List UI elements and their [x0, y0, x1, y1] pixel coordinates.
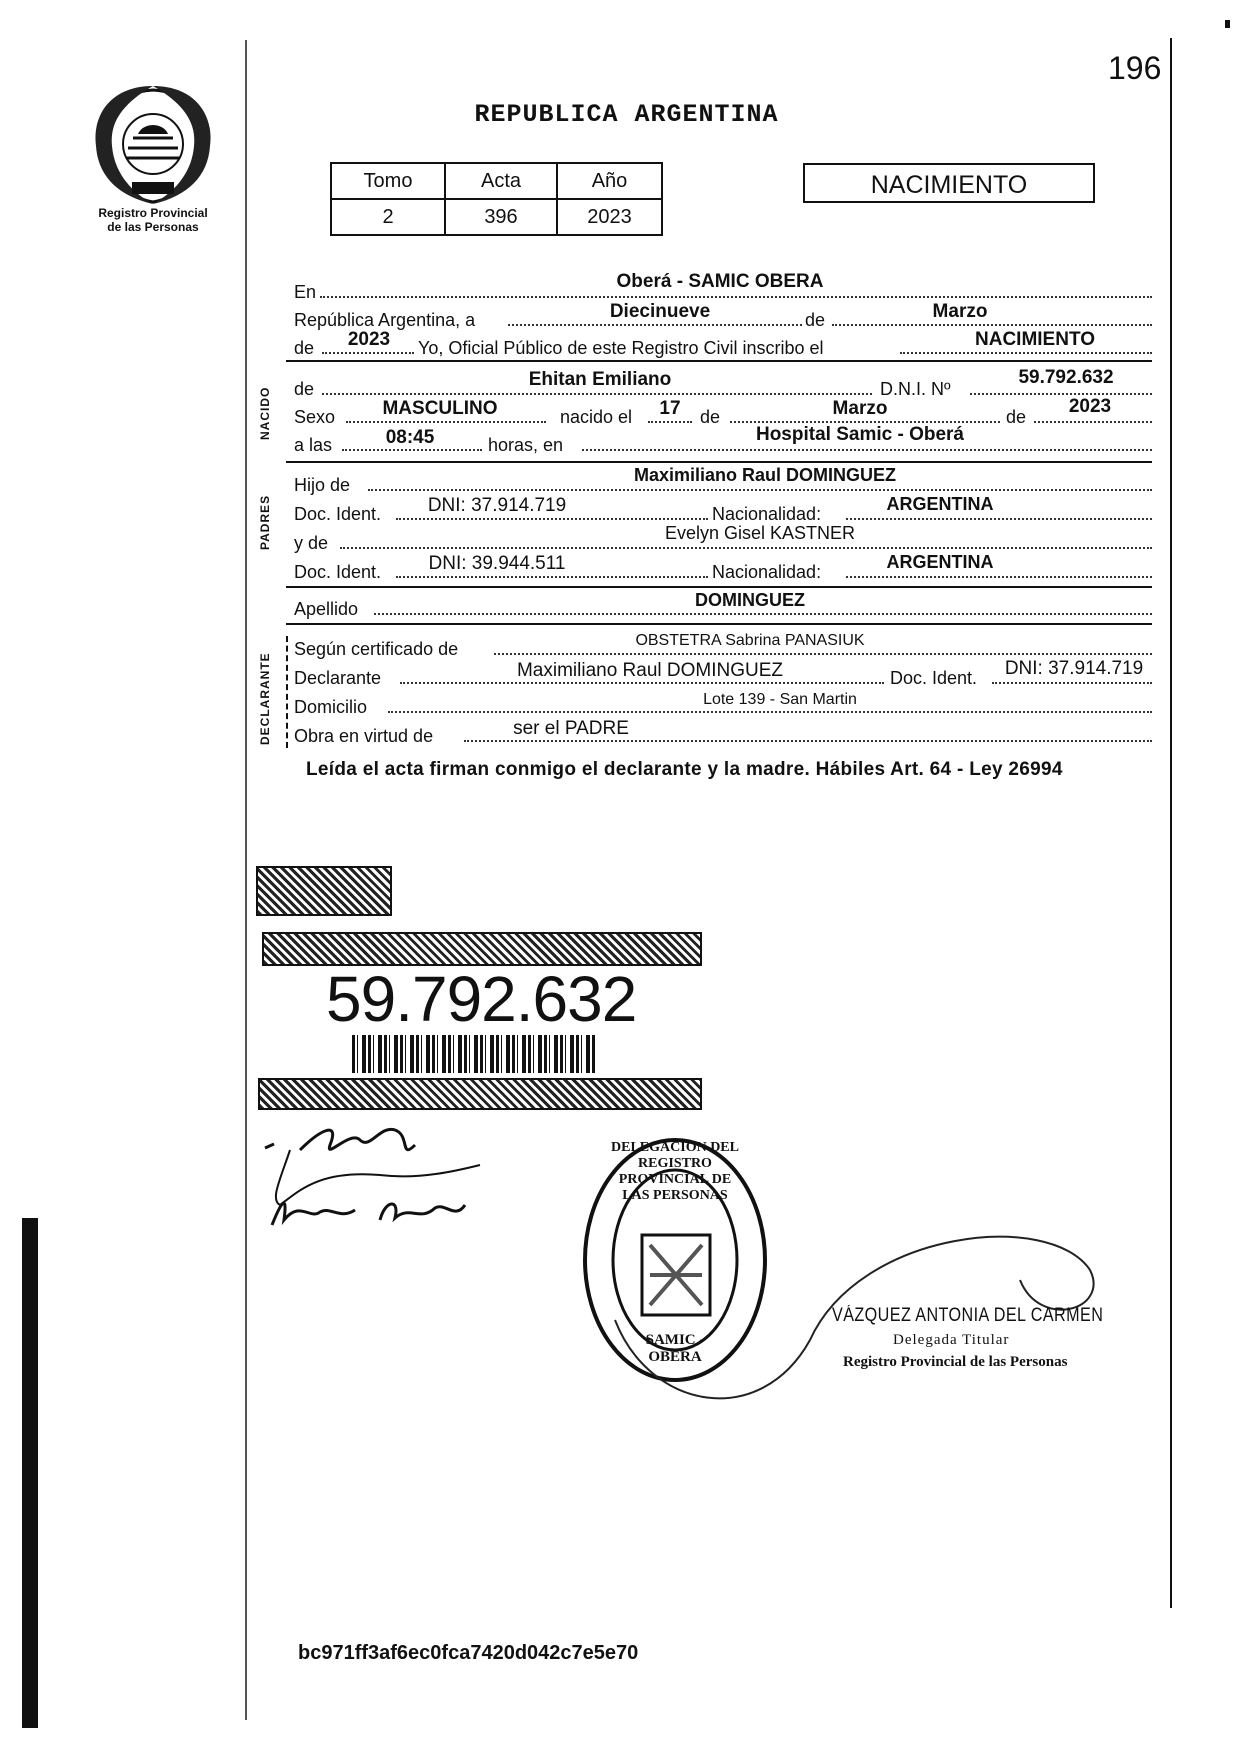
- value-acta: 396: [445, 199, 557, 235]
- mother-doc: DNI: 39.944.511: [428, 553, 566, 574]
- father-doc-label: Doc. Ident.: [294, 504, 382, 524]
- dots: [900, 352, 1152, 354]
- header-acta: Acta: [445, 163, 557, 199]
- declarante-section-label: DECLARANTE: [258, 652, 272, 745]
- father-nationality: ARGENTINA: [886, 494, 994, 514]
- section-divider: [286, 623, 1152, 625]
- birth-place: Hospital Samic - Oberá: [755, 424, 964, 445]
- mother-name: Evelyn Gisel KASTNER: [664, 523, 856, 543]
- logo-caption: [78, 206, 228, 234]
- dots: [388, 711, 1152, 713]
- dni-barcode: [352, 1035, 596, 1073]
- dots: [320, 296, 1152, 298]
- de-label-2: de: [294, 338, 315, 358]
- en-label: En: [294, 282, 317, 302]
- dots: [400, 682, 884, 684]
- dots: [970, 393, 1152, 395]
- dni-label: D.N.I. Nº: [880, 379, 951, 399]
- right-margin-line: [1170, 38, 1172, 1608]
- de-label-3: de: [700, 407, 721, 427]
- padres-section-label: PADRES: [258, 494, 272, 550]
- y-de-label: y de: [294, 533, 329, 553]
- section-divider: [286, 360, 1152, 362]
- dots: [508, 324, 802, 326]
- apellido-label: Apellido: [294, 599, 359, 619]
- act-place: Oberá - SAMIC OBERA: [616, 271, 824, 292]
- mother-nationality-label: Nacionalidad:: [712, 562, 822, 582]
- declarante-value: Maximiliano Raul DOMINGUEZ: [516, 660, 784, 681]
- document-hash: bc971ff3af6ec0fca7420d042c7e5e70: [298, 1642, 639, 1664]
- country-title: REPUBLICA ARGENTINA: [474, 100, 779, 129]
- dots: [396, 576, 708, 578]
- child-sex: MASCULINO: [382, 398, 498, 419]
- birth-month: Marzo: [832, 398, 888, 419]
- cert-value: OBSTETRA Sabrina PANASIUK: [635, 632, 865, 649]
- logo-caption-line1: Registro Provincial: [98, 206, 208, 220]
- security-band-top: [262, 932, 702, 966]
- scan-edge-line: [22, 1218, 38, 1728]
- signatures: [260, 1110, 520, 1240]
- official-text: Yo, Oficial Público de este Registro Civil inscribo el: [418, 338, 824, 358]
- dots: [322, 352, 414, 354]
- dots: [368, 489, 1152, 491]
- birth-year: 2023: [1068, 396, 1112, 417]
- dots: [992, 682, 1152, 684]
- horas-label: horas, en: [488, 435, 564, 455]
- registry-table-values: [331, 199, 662, 235]
- dots: [582, 449, 1152, 451]
- dots: [396, 518, 708, 520]
- left-margin-line: [245, 40, 247, 1720]
- domicilio-label: Domicilio: [294, 697, 368, 717]
- dots: [342, 449, 482, 451]
- dots: [846, 518, 1152, 520]
- inscribed-type: NACIMIENTO: [975, 329, 1095, 350]
- section-divider: [286, 586, 1152, 588]
- mother-nationality: ARGENTINA: [886, 552, 994, 572]
- nacido-section-label: NACIDO: [258, 386, 272, 440]
- header-tomo: Tomo: [331, 163, 445, 199]
- child-dni: 59.792.632: [1018, 367, 1114, 388]
- cert-label: Según certificado de: [294, 639, 459, 659]
- dots: [322, 393, 872, 395]
- declarante-bracket: [286, 636, 288, 748]
- act-type-box: NACIMIENTO: [803, 163, 1095, 203]
- dots: [494, 653, 1152, 655]
- registry-table-header: [331, 163, 662, 199]
- birth-day: 17: [659, 398, 681, 419]
- declarante-label: Declarante: [294, 668, 382, 688]
- nacido-de-label: de: [294, 379, 315, 399]
- child-name: Ehitan Emiliano: [528, 369, 672, 390]
- header-ano: Año: [557, 163, 662, 199]
- official-registry: Registro Provincial de las Personas: [843, 1354, 1068, 1370]
- dots: [464, 740, 1152, 742]
- corner-mark: [1225, 20, 1230, 28]
- logo-caption-line2: de las Personas: [107, 220, 199, 234]
- dots: [648, 421, 692, 423]
- act-year: 2023: [347, 329, 391, 350]
- father-nationality-label: Nacionalidad:: [712, 504, 822, 524]
- official-stamp: [570, 1110, 1130, 1440]
- legal-text: Leída el acta firman conmigo el declarante y la madre. Hábiles Art. 64 - Ley 26994: [306, 759, 1063, 780]
- declarante-doc: DNI: 37.914.719: [1004, 658, 1144, 679]
- registry-table: [330, 162, 663, 236]
- de-label: de: [805, 310, 826, 330]
- security-hologram: [256, 866, 392, 916]
- father-doc: DNI: 37.914.719: [427, 495, 567, 516]
- obra-value: ser el PADRE: [513, 718, 629, 739]
- republica-label: República Argentina, a: [294, 310, 476, 330]
- page-number: 196: [1108, 50, 1162, 86]
- dots: [346, 421, 546, 423]
- dots: [374, 613, 1152, 615]
- hijo-de-label: Hijo de: [294, 475, 351, 495]
- official-role: Delegada Titular: [893, 1332, 1010, 1348]
- father-name: Maximiliano Raul DOMINGUEZ: [633, 465, 897, 485]
- a-las-label: a las: [294, 435, 333, 455]
- security-band-bottom: [258, 1078, 702, 1110]
- stamp-ring-text: DELEGACION DEL REGISTRO PROVINCIAL DE LAS PERSONAS: [611, 1140, 739, 1203]
- dots: [340, 547, 1152, 549]
- value-ano: 2023: [557, 199, 662, 235]
- declarante-doc-label: Doc. Ident.: [890, 668, 978, 688]
- value-tomo: 2: [331, 199, 445, 235]
- sexo-label: Sexo: [294, 407, 336, 427]
- domicilio-value: Lote 139 - San Martin: [703, 691, 857, 708]
- act-day-words: Diecinueve: [609, 301, 711, 322]
- mother-doc-label: Doc. Ident.: [294, 562, 382, 582]
- stamp-inner-text: SAMIC - OBERA: [645, 1332, 705, 1365]
- birth-time: 08:45: [385, 427, 435, 448]
- sticker-dni-number: 59.792.632: [326, 963, 637, 1035]
- dots: [1034, 421, 1152, 423]
- dots: [846, 576, 1152, 578]
- apellido-value: DOMINGUEZ: [695, 590, 805, 610]
- dots: [832, 324, 1152, 326]
- act-month: Marzo: [932, 301, 988, 322]
- nacido-el-label: nacido el: [560, 407, 633, 427]
- dots: [730, 421, 1000, 423]
- obra-label: Obra en virtud de: [294, 726, 434, 746]
- de-label-4: de: [1006, 407, 1027, 427]
- section-divider: [286, 461, 1152, 463]
- official-name: VÁZQUEZ ANTONIA DEL CARMEN: [832, 1305, 1104, 1326]
